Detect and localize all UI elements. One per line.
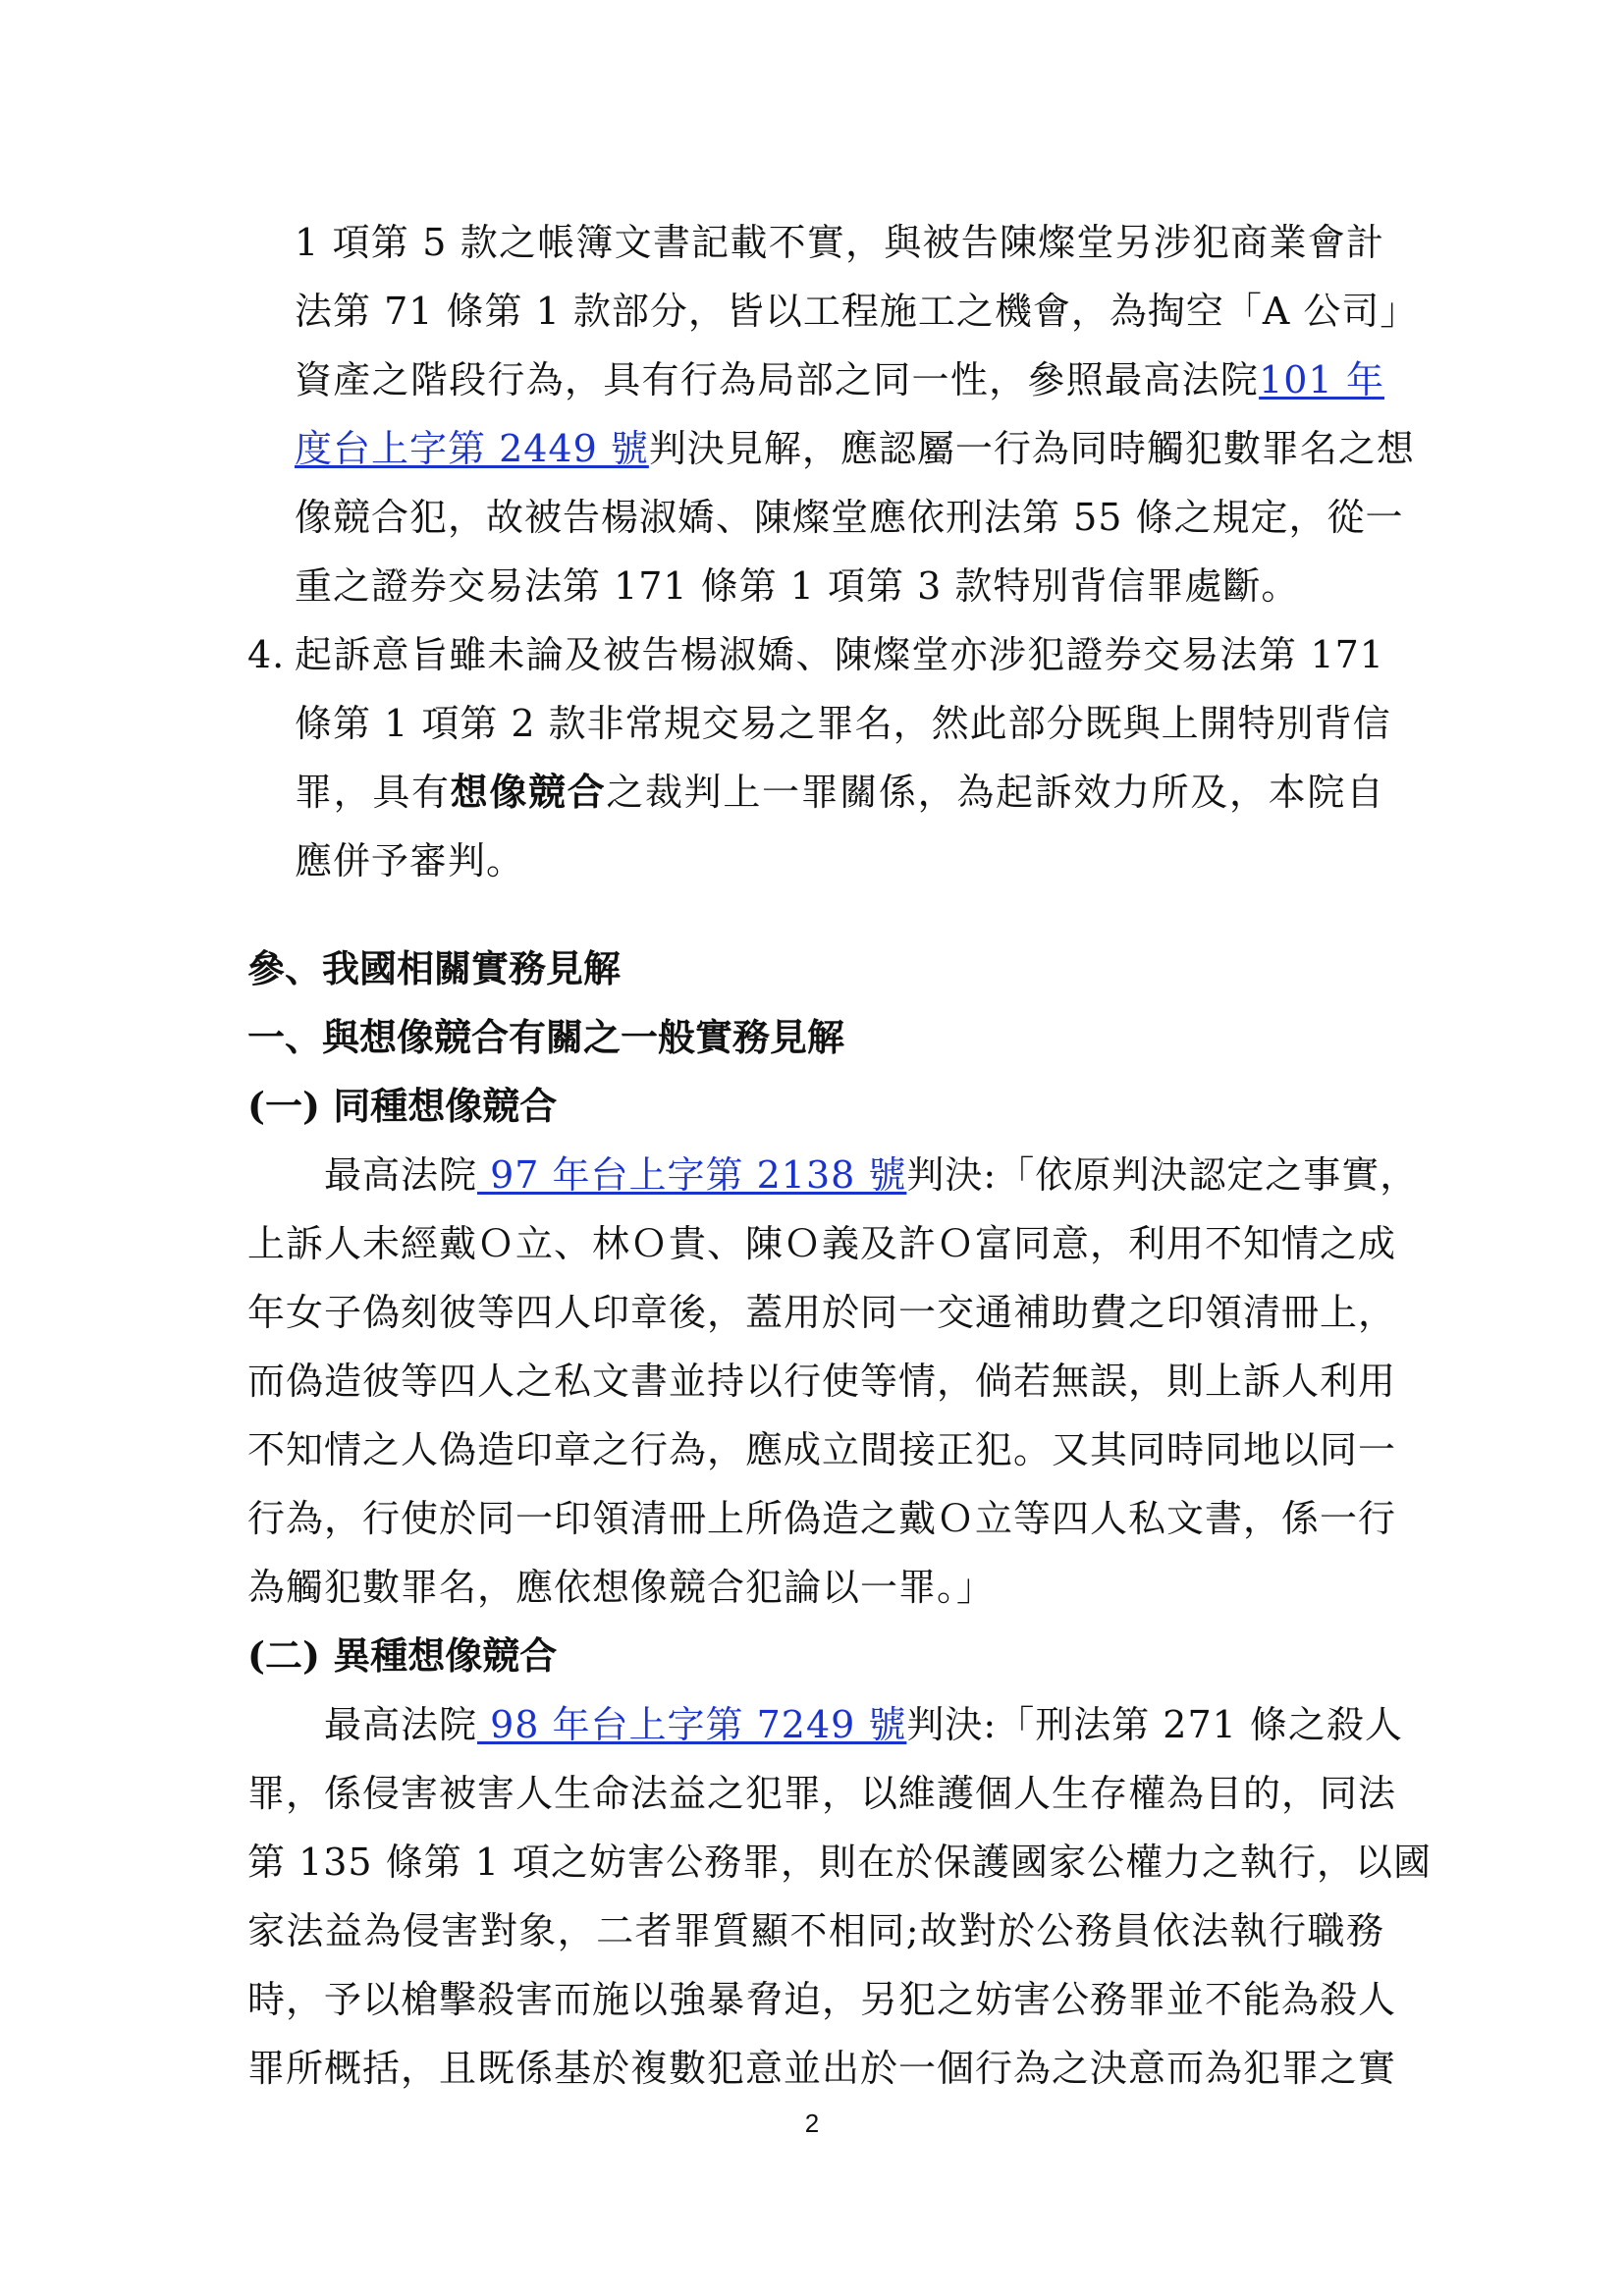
part1-line-4: 而偽造彼等四人之私文書並持以行使等情，倘若無誤，則上訴人利用 <box>247 1360 1397 1403</box>
part1-line-5: 不知情之人偽造印章之行為，應成立間接正犯。又其同時同地以同一 <box>247 1428 1397 1471</box>
case-link-101[interactable]: 101 年 <box>1259 358 1384 401</box>
page-number: 2 <box>804 2109 820 2138</box>
part-heading-1: (一) 同種想像競合 <box>247 1084 558 1128</box>
part2-line-1-b: 判決:「刑法第 271 條之殺人 <box>906 1703 1403 1746</box>
item3-line-2: 法第 71 條第 1 款部分，皆以工程施工之機會，為掏空「A 公司」 <box>295 290 1419 333</box>
part2-line-1-a: 最高法院 <box>324 1703 478 1746</box>
item4-line-3 <box>295 768 1384 817</box>
case-link-97[interactable]: 97 年台上字第 2138 號 <box>477 1153 907 1197</box>
item3-line-4-text: 判決見解，應認屬一行為同時觸犯數罪名之想 <box>648 427 1415 470</box>
subsection-heading-1: 一、與想像競合有關之一般實務見解 <box>247 1015 845 1059</box>
item3-line-6: 重之證券交易法第 171 條第 1 項第 3 款特別背信罪處斷。 <box>295 564 1300 608</box>
item4-line-4: 應併予審判。 <box>295 839 525 882</box>
part1-line-1 <box>324 1150 1419 1200</box>
part1-line-3: 年女子偽刻彼等四人印章後，蓋用於同一交通補助費之印領清冊上， <box>247 1291 1397 1334</box>
part-heading-2: (二) 異種想像競合 <box>247 1633 558 1678</box>
item4-line-3-bold: 想像競合 <box>450 770 607 814</box>
part1-line-6: 行為，行使於同一印領清冊上所偽造之戴Ｏ立等四人私文書，係一行 <box>247 1497 1397 1540</box>
section-heading: 參、我國相關實務見解 <box>247 946 622 990</box>
item3-line-3-text: 資產之階段行為，具有行為局部之同一性，參照最高法院 <box>295 358 1260 401</box>
part1-line-2: 上訴人未經戴Ｏ立、林Ｏ貴、陳Ｏ義及許Ｏ富同意，利用不知情之成 <box>247 1222 1397 1265</box>
item3-line-1: 1 項第 5 款之帳簿文書記載不實，與被告陳燦堂另涉犯商業會計 <box>295 221 1384 264</box>
item4-line-3-a: 罪，具有 <box>295 771 451 814</box>
item3-line-3 <box>295 355 1384 404</box>
item4-number: 4. <box>247 633 286 676</box>
part2-line-4: 家法益為侵害對象，二者罪質顯不相同;故對於公務員依法執行職務 <box>247 1909 1384 1952</box>
item4-line-1: 起訴意旨雖未論及被告楊淑嬌、陳燦堂亦涉犯證券交易法第 171 <box>295 633 1384 676</box>
item3-line-4 <box>295 424 1415 473</box>
item3-line-5: 像競合犯，故被告楊淑嬌、陳燦堂應依刑法第 55 條之規定，從一 <box>295 496 1404 539</box>
case-link-98[interactable]: 98 年台上字第 7249 號 <box>477 1703 907 1746</box>
case-link-101-cont[interactable]: 度台上字第 2449 號 <box>295 427 649 470</box>
item4-line-3-b: 之裁判上一罪關係，為起訴效力所及，本院自 <box>606 771 1384 814</box>
part2-line-6: 罪所概括，且既係基於複數犯意並出於一個行為之決意而為犯罪之實 <box>247 2047 1397 2090</box>
part1-line-7: 為觸犯數罪名，應依想像競合犯論以一罪。」 <box>247 1566 996 1609</box>
part2-line-1 <box>324 1700 1403 1749</box>
part2-line-5: 時，予以槍擊殺害而施以強暴脅迫，另犯之妨害公務罪並不能為殺人 <box>247 1978 1397 2021</box>
part1-line-1-b: 判決:「依原判決認定之事實， <box>906 1153 1419 1197</box>
item4-line-2: 條第 1 項第 2 款非常規交易之罪名，然此部分既與上開特別背信 <box>295 702 1391 745</box>
part2-line-3: 第 135 條第 1 項之妨害公務罪，則在於保護國家公權力之執行，以國 <box>247 1841 1433 1884</box>
part2-line-2: 罪，係侵害被害人生命法益之犯罪，以維護個人生存權為目的，同法 <box>247 1772 1397 1815</box>
part1-line-1-a: 最高法院 <box>324 1153 478 1197</box>
